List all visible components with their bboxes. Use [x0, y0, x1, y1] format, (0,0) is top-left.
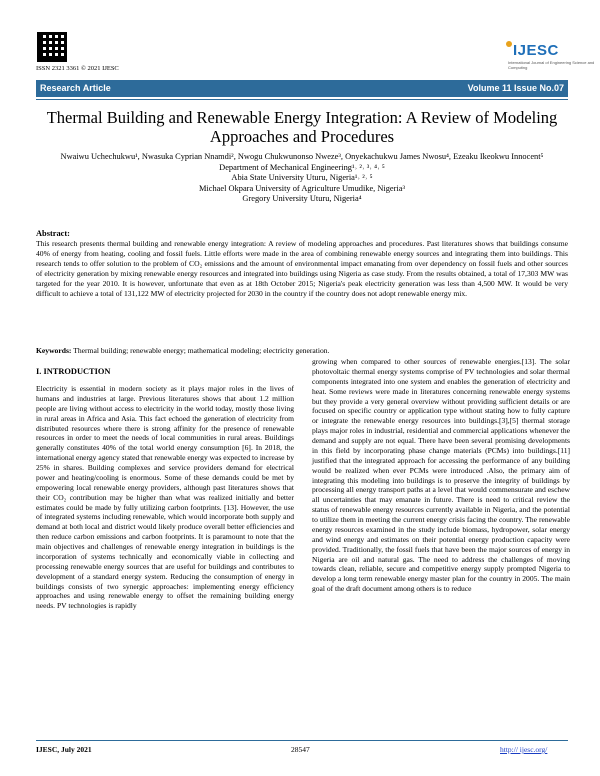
- footer-journal-date: IJESC, July 2021: [36, 745, 92, 754]
- affiliation-3: Gregory University Uturu, Nigeria⁴: [242, 194, 362, 204]
- footer-url-link[interactable]: http:// ijesc.org/: [500, 745, 548, 754]
- keywords: [36, 346, 568, 356]
- affiliation-2: Michael Okpara University of Agriculture Umudike, Nigeria³: [198, 183, 405, 193]
- banner-rule: [36, 99, 568, 100]
- author-names: Nwaiwu Uchechukwu¹, Nwasuka Cyprian Nnamdi², Nwogu Chukwunonso Nweze³, Onyekachukwu James Nwosu⁴, Ezeaku Ikeokwu Innocent⁵: [60, 152, 544, 161]
- abstract-text: This research presents thermal building and renewable energy integration: A review of modeling approaches and procedures. Past literatures shows that buildings consume 40% of energy from heating, cooling and fossil fuels. Little efforts were made in the area of combining renewable energy sources and integrating them into buildings. This research tends to offer solution to the problem of CO₂ emissions and the amount of environmental impact emanating from over dependency on fossil fuels and other sources of electricity generation by mixing renewable energy resources and integrated into buildings using Nigeria as case study. From the results obtained, a total of 17,303 MW was targeted for the year 2010. It is however, unfortunate that even as at 18th October 2015; Nigeria's peak electricity generation was less than 4,500 MW. It would be very difficult to achieve a total of 131,122 MW of electricity projected for 2030 in the country if the country does not adopt renewable energy mix.: [36, 239, 568, 298]
- author-block: [30, 152, 574, 205]
- keywords-label: Keywords:: [36, 346, 72, 355]
- volume-issue: Volume 11 Issue No.07: [467, 83, 564, 93]
- keywords-text: Thermal building; renewable energy; mathematical modeling; electricity generation.: [73, 346, 330, 355]
- page-number: 28547: [291, 745, 310, 754]
- article-type: Research Article: [40, 83, 111, 93]
- logo-tagline: International Journal of Engineering Science and Computing: [508, 60, 595, 70]
- article-banner: [36, 80, 568, 97]
- journal-logo: IJESC: [506, 42, 559, 59]
- qr-code: [37, 32, 67, 62]
- author-department: Department of Mechanical Engineering¹˒ ²˒ ³˒ ⁴˒ ⁵: [219, 162, 385, 172]
- logo-mark-icon: [506, 41, 512, 47]
- footer-rule: [36, 740, 568, 741]
- issn-line: ISSN 2321 3361 © 2021 IJESC: [36, 65, 119, 72]
- body-right-column: growing when compared to other sources of renewable energies.[13]. The solar photovoltaic thermal energy systems comprise of PV technologies and solar thermal components integrated into one system and enables the generation of electricity and heat. Some reviews were made in literatures concerning renewable energy systems but they provide a very general overview without providing sufficient details or are focused on specific country or application type without stating how to fully capture or integrate the renewable energy resources into buildings.[3],[5] thermal storage plays major roles in industrial, residential and commercial applications whenever the demand and supply are not equal. There have been several promising developments in this field by incorporating phase change materials (PCMs) into buildings.[11] justified that the integrated approach for accessing the performance of any building would be realized when ever PCMs were introduced .Also, the primary aim of integrating this modeling into buildings is to preserve the integrity of buildings by processing all energy transport paths at a level that would commensurate and eschew all uncertainties that may emanate in future. There is need to critical review the status of renewable energy resources currently available in Nigeria, and the potential to utilize them in meeting the current energy crisis facing the country. The renewable energy resources examined in the study include biomass, hydropower, solar energy and wind energy and estimates on their potential energy production capacity were provided. Traditionally, the fossil fuels that have been the major sources of energy in Nigeria are oil and natural gas. The need to address the challenges of moving towards clean, reliable, secure and competitive energy supply prompted Nigeria to develop a long term renewable energy master plan for the country in 2005. The main goal of the draft document among others is to reduce: [312, 357, 570, 594]
- section-heading: I. INTRODUCTION: [36, 367, 111, 376]
- abstract-heading: Abstract:: [36, 229, 70, 238]
- affiliation-1: Abia State University Uturu, Nigeria¹˒ ²˒ ⁵: [231, 173, 373, 183]
- paper-title: Thermal Building and Renewable Energy Integration: A Review of Modeling Approaches and Procedures: [46, 108, 558, 146]
- body-left-column: Electricity is essential in modern society as it plays major roles in the lives of humans and industries at large. Previous literatures shows that about 1.2 million people are living without access to electricity in the world today, mostly those living in rural areas in Africa and Asia. This fact echoed the generation of electricity from distributed resources where there is strong affinity for the presence of renewable resources in order to meet the needs of local communities in rural areas. Buildings generally constitutes 40% of the total world energy consumption [6]. In 2018, the international energy agency stated that renewable energy was expected to increase by 25% in shares. Building complexes and service providers demand for electrical power and heating/cooling is enormous. Some of these demands could be met by empowering local renewable energy providers, although past literatures shows that their CO₂ contribution may be higher than what was realized initially and better estimates could be made by fully utilizing carbon footprints. [13]. However, the use of integrated systems including renewable, which would incorporate both supply and demand at both local and district would likely produce overall better efficiencies and then reduce carbon emissions and carbon footprints. It is paramount to note that the main objectives and challenges of renewable energy integration in buildings is the incorporation of systems technically and economically viable in collecting and processing renewable energy sources that are useful for buildings and contributes to development of a standard energy system. Reducing the consumption of energy in buildings consists of two synergic approaches: implementing energy efficiency approaches and using renewable energy to offset the remaining building energy needs. PV technologies is rapidly: [36, 384, 294, 611]
